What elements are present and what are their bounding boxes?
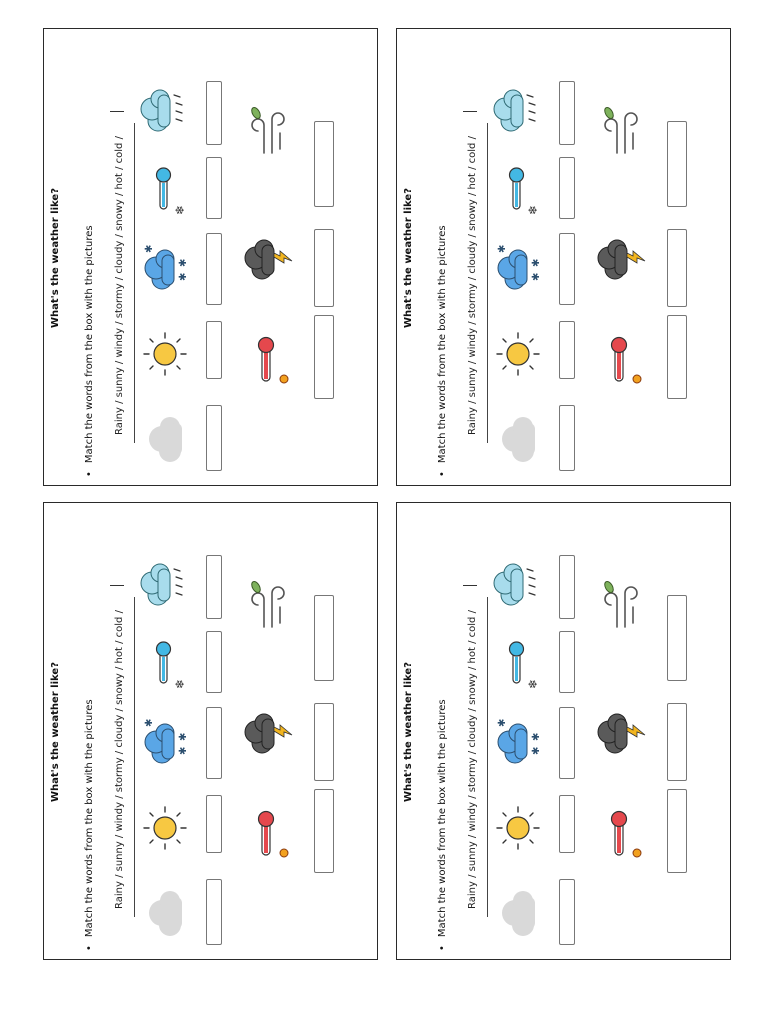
cloud-icon bbox=[140, 413, 190, 469]
answer-box-2[interactable] bbox=[559, 795, 575, 853]
answer-box-1[interactable] bbox=[206, 405, 222, 471]
word-list: Rainy / sunny / windy / stormy / cloudy / snowy / hot / cold / bbox=[114, 136, 125, 435]
cold-thermometer-icon bbox=[493, 163, 543, 219]
svg-text:✱: ✱ bbox=[531, 732, 542, 741]
answer-box-5[interactable] bbox=[559, 555, 575, 619]
snow-cloud-icon bbox=[493, 241, 543, 297]
answer-box-3[interactable] bbox=[206, 233, 222, 305]
answer-box-2[interactable] bbox=[559, 321, 575, 379]
bullet: • bbox=[437, 945, 448, 951]
answer-box-5[interactable] bbox=[559, 81, 575, 145]
answer-box-7[interactable] bbox=[667, 229, 687, 307]
hot-thermometer-icon bbox=[244, 333, 294, 389]
svg-text:❄: ❄ bbox=[173, 678, 187, 689]
answer-box-1[interactable] bbox=[559, 879, 575, 945]
wind-icon bbox=[244, 577, 294, 633]
hot-thermometer-icon bbox=[597, 333, 647, 389]
svg-text:✱: ✱ bbox=[144, 244, 155, 253]
worksheet-title: What's the weather like? bbox=[50, 187, 61, 329]
svg-text:✱: ✱ bbox=[531, 272, 542, 281]
answer-box-6[interactable] bbox=[667, 789, 687, 873]
worksheet-instruction bbox=[437, 225, 448, 477]
sun-icon bbox=[140, 326, 190, 382]
rain-cloud-icon bbox=[493, 81, 543, 137]
instruction-text: Match the words from the box with the pictures bbox=[437, 699, 448, 938]
svg-text:✱: ✱ bbox=[178, 258, 189, 267]
answer-box-7[interactable] bbox=[314, 703, 334, 781]
answer-box-4[interactable] bbox=[206, 157, 222, 219]
cloud-icon bbox=[493, 413, 543, 469]
answer-box-7[interactable] bbox=[314, 229, 334, 307]
answer-box-1[interactable] bbox=[559, 405, 575, 471]
svg-text:❄: ❄ bbox=[173, 204, 187, 215]
answer-box-2[interactable] bbox=[206, 795, 222, 853]
word-box bbox=[108, 123, 135, 443]
answer-box-4[interactable] bbox=[559, 157, 575, 219]
worksheet-title: What's the weather like? bbox=[403, 187, 414, 329]
snow-cloud-icon bbox=[140, 241, 190, 297]
answer-box-5[interactable] bbox=[206, 81, 222, 145]
answer-box-3[interactable] bbox=[559, 707, 575, 779]
worksheet-instruction bbox=[437, 699, 448, 951]
instruction-text: Match the words from the box with the pictures bbox=[84, 225, 95, 464]
svg-text:✱: ✱ bbox=[497, 244, 508, 253]
word-box bbox=[108, 597, 135, 917]
snow-cloud-icon bbox=[493, 715, 543, 771]
answer-box-3[interactable] bbox=[206, 707, 222, 779]
cloud-icon bbox=[493, 887, 543, 943]
answer-box-8[interactable] bbox=[314, 121, 334, 207]
svg-text:✱: ✱ bbox=[178, 732, 189, 741]
word-list: Rainy / sunny / windy / stormy / cloudy / snowy / hot / cold / bbox=[467, 610, 478, 909]
wind-icon bbox=[597, 577, 647, 633]
svg-text:❄: ❄ bbox=[526, 204, 540, 215]
worksheet-panel-3 bbox=[43, 502, 378, 960]
answer-box-4[interactable] bbox=[206, 631, 222, 693]
word-list: Rainy / sunny / windy / stormy / cloudy / snowy / hot / cold / bbox=[114, 610, 125, 909]
rain-cloud-icon bbox=[140, 555, 190, 611]
svg-text:✱: ✱ bbox=[178, 746, 189, 755]
worksheet-panel-2 bbox=[396, 28, 731, 486]
word-list: Rainy / sunny / windy / stormy / cloudy / snowy / hot / cold / bbox=[467, 136, 478, 435]
storm-cloud-icon bbox=[597, 705, 647, 761]
snow-cloud-icon bbox=[140, 715, 190, 771]
worksheet-content bbox=[397, 29, 731, 486]
sun-icon bbox=[493, 326, 543, 382]
cloud-icon bbox=[140, 887, 190, 943]
worksheet-panel-4 bbox=[396, 502, 731, 960]
sun-icon bbox=[140, 800, 190, 856]
svg-text:✱: ✱ bbox=[178, 272, 189, 281]
answer-box-3[interactable] bbox=[559, 233, 575, 305]
bullet: • bbox=[437, 471, 448, 477]
hot-thermometer-icon bbox=[244, 807, 294, 863]
answer-box-4[interactable] bbox=[559, 631, 575, 693]
wind-icon bbox=[597, 103, 647, 159]
bullet: • bbox=[84, 945, 95, 951]
storm-cloud-icon bbox=[244, 705, 294, 761]
word-box bbox=[461, 597, 488, 917]
answer-box-8[interactable] bbox=[667, 121, 687, 207]
rain-cloud-icon bbox=[493, 555, 543, 611]
answer-box-6[interactable] bbox=[667, 315, 687, 399]
storm-cloud-icon bbox=[597, 231, 647, 287]
worksheet-instruction bbox=[84, 699, 95, 951]
answer-box-8[interactable] bbox=[667, 595, 687, 681]
answer-box-6[interactable] bbox=[314, 789, 334, 873]
worksheet-content bbox=[44, 29, 378, 486]
cold-thermometer-icon bbox=[493, 637, 543, 693]
instruction-text: Match the words from the box with the pictures bbox=[437, 225, 448, 464]
hot-thermometer-icon bbox=[597, 807, 647, 863]
svg-text:✱: ✱ bbox=[531, 746, 542, 755]
svg-text:✱: ✱ bbox=[497, 718, 508, 727]
cold-thermometer-icon bbox=[140, 637, 190, 693]
answer-box-8[interactable] bbox=[314, 595, 334, 681]
worksheet-content bbox=[397, 503, 731, 960]
answer-box-7[interactable] bbox=[667, 703, 687, 781]
worksheet-title: What's the weather like? bbox=[50, 661, 61, 803]
answer-box-5[interactable] bbox=[206, 555, 222, 619]
bullet: • bbox=[84, 471, 95, 477]
worksheet-panel-1 bbox=[43, 28, 378, 486]
worksheet-content bbox=[44, 503, 378, 960]
storm-cloud-icon bbox=[244, 231, 294, 287]
instruction-text: Match the words from the box with the pictures bbox=[84, 699, 95, 938]
cold-thermometer-icon bbox=[140, 163, 190, 219]
wind-icon bbox=[244, 103, 294, 159]
svg-text:❄: ❄ bbox=[526, 678, 540, 689]
answer-box-2[interactable] bbox=[206, 321, 222, 379]
worksheet-title: What's the weather like? bbox=[403, 661, 414, 803]
svg-text:✱: ✱ bbox=[144, 718, 155, 727]
rain-cloud-icon bbox=[140, 81, 190, 137]
answer-box-1[interactable] bbox=[206, 879, 222, 945]
sun-icon bbox=[493, 800, 543, 856]
answer-box-6[interactable] bbox=[314, 315, 334, 399]
worksheet-instruction bbox=[84, 225, 95, 477]
svg-text:✱: ✱ bbox=[531, 258, 542, 267]
word-box bbox=[461, 123, 488, 443]
